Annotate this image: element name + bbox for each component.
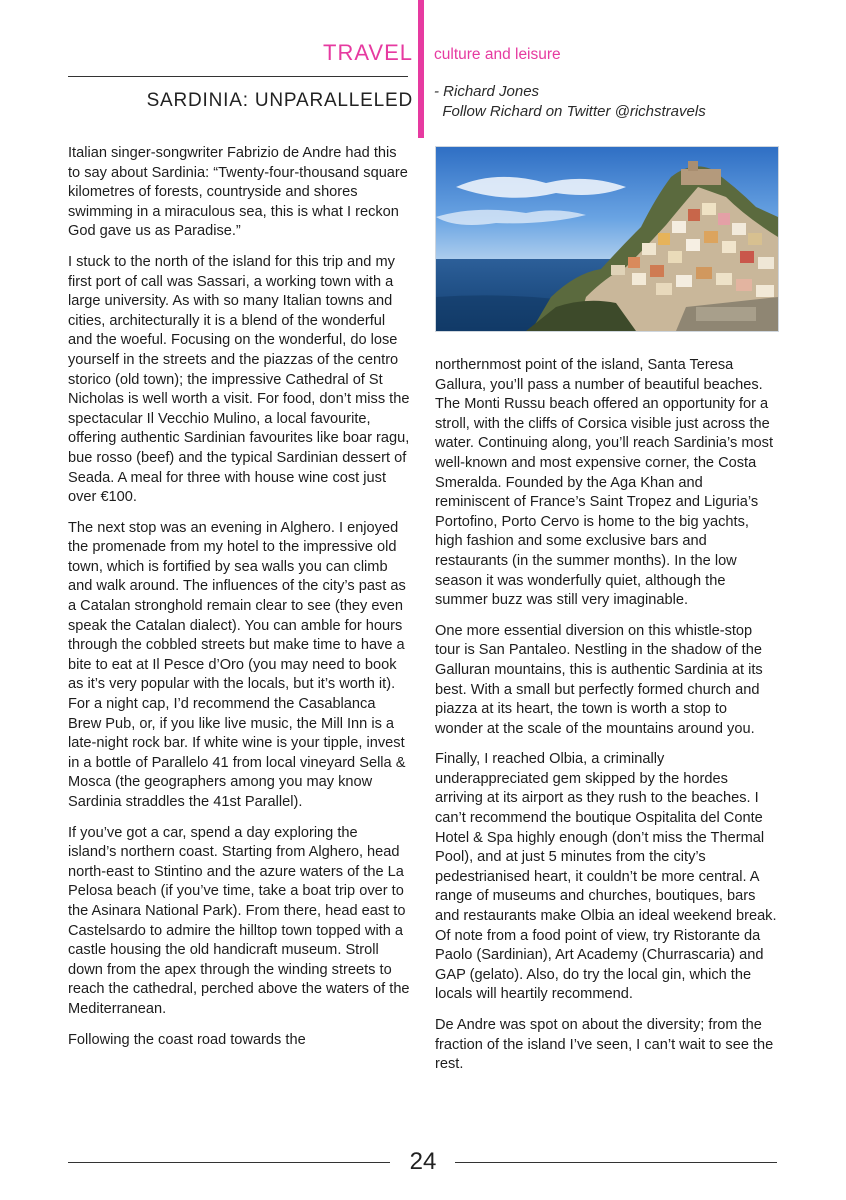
page-number: 24 [409, 1148, 437, 1175]
paragraph: De Andre was spot on about the diversity; from the fraction of the island I’ve seen, I can’t wait to see the rest. [435, 1017, 774, 1073]
footer-rule-left [68, 1162, 390, 1163]
paragraph: northernmost point of the island, Santa Teresa Gallura, you’ll pass a number of beautiful beaches. The Monti Russu beach offered an opportunity for a stroll, with the cliffs of Corsica visible just across the water. Continuing along, you’ll reach Sardinia’s most well-known and most expensive corner, the Costa Smeralda. Founded by the Aga Khan and reminiscent of France’s Saint Tropez and Liguria’s Portofino, Porto Cervo is home to the big yachts, high fashion and some exclusive bars and restaurants (in the summer months). In the low season it was wonderfully quiet, although the summer buzz was still very imaginable. [435, 357, 774, 609]
hilltop-town-photo [435, 146, 779, 332]
paragraph: The next stop was an evening in Alghero. I enjoyed the promenade from my hotel to the impressive old town, which is fortified by sea walls you can climb and walk around. The influences of the city’s past as a Catalan stronghold remain clear to see (they even speak the Catalan dialect). You can amble for hours through the cobbled streets but make time to have a bite to eat at Il Pesce d’Oro (you may need to book as it’s very popular with the locals, but it’s worth it). For a night cap, I’d recommend the Casablanca Brew Pub, or, if you like live music, the Mill Inn is a late-night rock bar. If white wine is your tipple, invest in a bottle of Parallelo 41 from local vineyard Sella & Mosca (the geographers among you may know Sardinia straddles the 41st Parallel). [68, 519, 406, 810]
byline [434, 82, 706, 122]
paragraph: One more essential diversion on this whistle-stop tour is San Pantaleo. Nestling in the shadow of the Galluran mountains, this is authentic Sardinia at its best. With a small but perfectly formed church and piazza at its heart, the town is worth a stop to wonder at the scale of the mountains around you. [435, 622, 763, 737]
header-rule [68, 76, 408, 77]
footer-rule-right [455, 1162, 777, 1163]
section-subtitle: culture and leisure [434, 46, 561, 63]
byline-twitter [434, 102, 706, 122]
paragraph: Following the coast road towards the [68, 1031, 306, 1048]
accent-divider-bar [418, 0, 424, 138]
paragraph: If you’ve got a car, spend a day exploring the island’s northern coast. Starting from Alghero, head north-east to Stintino and the azure waters of the La Pelosa beach (if you’ve time, take a boat trip over to the Asinara National Park). From there, head east to Castelsardo to admire the hilltop town topped with a castle housing the old handicraft museum. Stroll down from the apex through the winding streets to reach the cathedral, perched above the waters of the Mediterranean. [68, 824, 410, 1017]
right-column [435, 356, 777, 1086]
section-label: TRAVEL [323, 40, 413, 65]
byline-twitter-text: Follow Richard on Twitter @richstravels [442, 103, 706, 120]
paragraph: Finally, I reached Olbia, a criminally underappreciated gem skipped by the hordes arriving at its airport as they rush to the beaches. I can’t recommend the boutique Ospitalita del Conte Hotel & Spa highly enough (don’t miss the Thermal Pool), and at just 5 minutes from the city’s pedestrianised heart, it couldn’t be more central. A range of museums and churches, boutiques, bars and restaurants make Olbia an ideal weekend break. Of note from a food point of view, try Ristorante da Paolo (Sardinian), Art Academy (Churrascaria) and GAP (gelato). Also, do try the local gin, which the locals will heartily recommend. [435, 751, 777, 1003]
article-title: SARDINIA: UNPARALLELED [146, 90, 413, 111]
left-column [68, 144, 410, 1061]
paragraph: Italian singer-songwriter Fabrizio de Andre had this to say about Sardinia: “Twenty-four-thousand square kilometres of forests, countryside and shores swimming in a miraculous sea, this is what I reckon God gave us as Paradise.” [68, 145, 408, 240]
hilltop-town-by-sea-photo-icon [436, 147, 778, 331]
byline-author: - Richard Jones [434, 83, 540, 100]
paragraph: I stuck to the north of the island for this trip and my first port of call was Sassari, a working town with a large university. As with so many Italian towns and cities, architecturally it is a blend of the wonderful and the woeful. Focusing on the wonderful, do lose yourself in the streets and the piazzas of the centro storico (old town); the impressive Cathedral of St Nicholas is well worth a visit. For food, don’t miss the spectacular Il Vecchio Mulino, a local favourite, offering authentic Sardinian favourites like boar ragu, bue rosso (beef) and the typical Sardinian dessert of Seada. A meal for three with house wine cost just over €100. [68, 253, 410, 506]
